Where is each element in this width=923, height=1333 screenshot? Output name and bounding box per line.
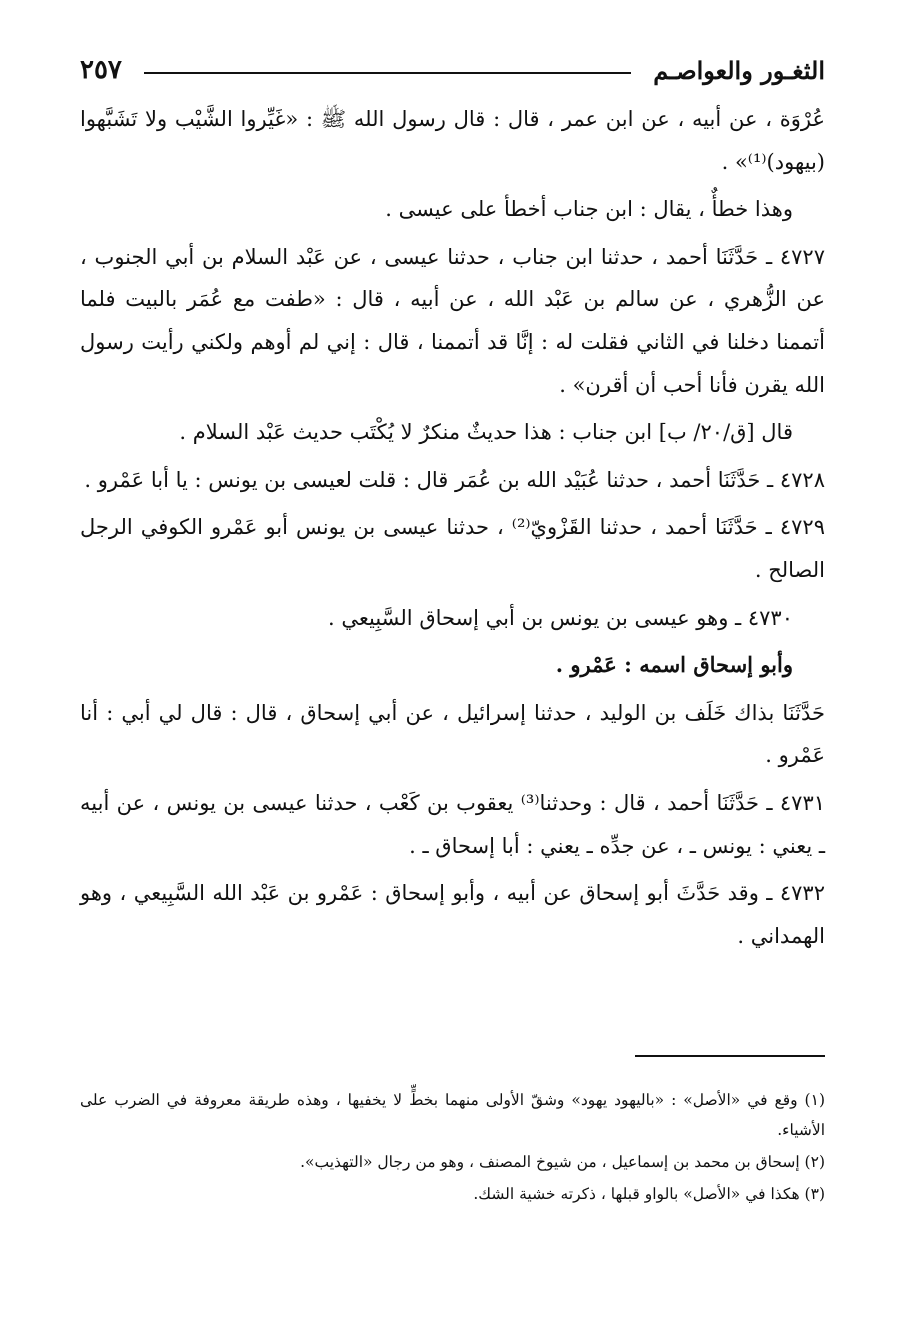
paragraph-hadith-4728: ٤٧٢٨ ـ حَدَّثَنَا أحمد ، حدثنا عُبَيْد الله بن عُمَر قال : قلت لعيسى بن يونس : يا أبا عَمْرو .: [84, 467, 825, 492]
footnotes: [80, 1085, 825, 1211]
footnote-3: (٣) هكذا في «الأصل» بالواو قبلها ، ذكرته خشية الشك.: [473, 1185, 825, 1203]
paragraph-hadith-4727: ٤٧٢٧ ـ حَدَّثَنَا أحمد ، حدثنا ابن جناب ، حدثنا عيسى ، عن عَبْد السلام بن أبي الجنوب ، عن الزُّهري ، عن سالم بن عَبْد الله ، عن أبيه ، قال : «طفت مع عُمَر بالبيت فلما أتممنا دخلنا في الثاني فقلت له : إنَّا قد أتممنا ، قال : إني لم أوهم ولكني رأيت رسول الله يقرن فأنا أحب أن أقرن» .: [80, 244, 825, 397]
header-rule: [144, 72, 631, 74]
paragraph-comment-ibn-janab: قال [ق/٢٠/ ب] ابن جناب : هذا حديثٌ منكرٌ لا يُكْتَب حديث عَبْد السلام .: [179, 420, 793, 445]
footnote-rule: [635, 1055, 825, 1057]
paragraph-hadith-4732: ٤٧٣٢ ـ وقد حَدَّثَ أبو إسحاق عن أبيه ، وأبو إسحاق : عَمْرو بن عَبْد الله السَّبِيعي ، وهو الهمداني .: [80, 881, 825, 948]
footnote-2: (٢) إسحاق بن محمد بن إسماعيل ، من شيوخ المصنف ، وهو من رجال «التهذيب».: [300, 1153, 825, 1171]
running-title: الثغـور والعواصـم: [653, 55, 825, 85]
paragraph-narration: حَدَّثَنَا بذاك خَلَف بن الوليد ، حدثنا إسرائيل ، عن أبي إسحاق ، قال : قال لي أبي : أنا عَمْرو .: [80, 700, 825, 768]
page-number: ٢٥٧: [80, 55, 122, 85]
footnote-1: (١) وقع في «الأصل» : «باليهود يهود» وشقّ الأولى منهما بخطٍّ لا يخفيها ، وهذه طريقة معروفة في الضرب على الأشياء.: [80, 1091, 825, 1139]
main-text: [80, 98, 825, 957]
paragraph-name-statement: وأبو إسحاق اسمه : عَمْرو .: [555, 652, 793, 678]
paragraph-comment: وهذا خطأٌ ، يقال : ابن جناب أخطأ على عيسى .: [385, 197, 793, 222]
paragraph-hadith-4729: ٤٧٢٩ ـ حَدَّثَنَا أحمد ، حدثنا القَزْويّ⁽²⁾ ، حدثنا عيسى بن يونس أبو عَمْرو الكوفي الرجل الصالح .: [80, 515, 825, 582]
book-page: [80, 50, 825, 962]
paragraph-hadith-4731: ٤٧٣١ ـ حَدَّثَنَا أحمد ، قال : وحدثنا⁽³⁾ يعقوب بن كَعْب ، حدثنا عيسى بن يونس ، عن أبيه ـ يعني : يونس ـ ، عن جدِّه ـ يعني : أبا إسحاق ـ .: [80, 790, 826, 858]
paragraph-hadith-continuation: عُرْوَة ، عن أبيه ، عن ابن عمر ، قال : قال رسول الله ﷺ : «غَيِّروا الشَّيْب ولا تَشَبَّهوا (بيهود)⁽¹⁾» .: [80, 107, 825, 174]
paragraph-hadith-4730: ٤٧٣٠ ـ وهو عيسى بن يونس بن أبي إسحاق السَّبِيعي .: [328, 605, 793, 630]
page-header: [80, 50, 825, 90]
